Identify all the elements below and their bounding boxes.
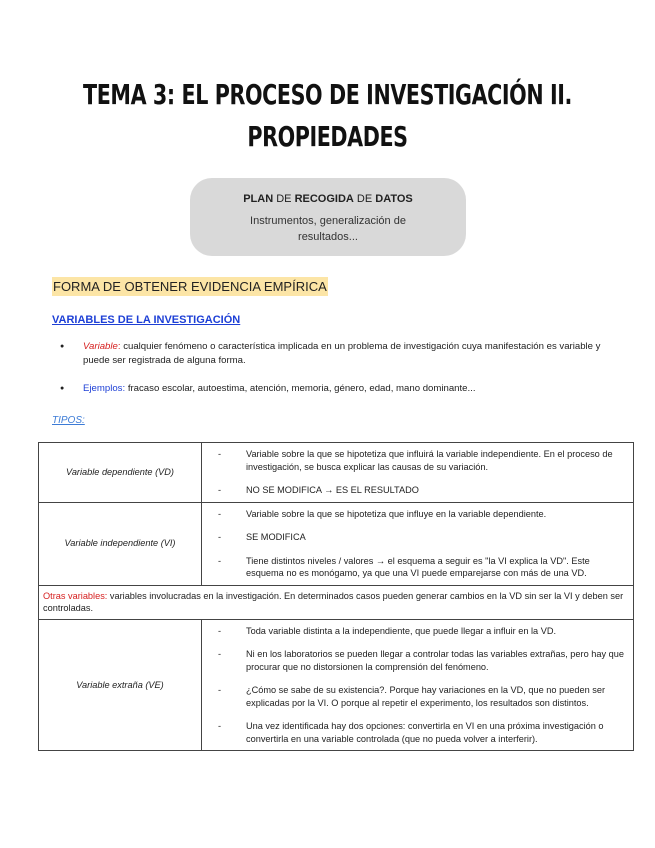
section-heading: FORMA DE OBTENER EVIDENCIA EMPÍRICA (53, 279, 327, 294)
list-item: - Toda variable distinta a la independiente, que puede llegar a influir en la VD. (218, 625, 627, 638)
ve-label: Variable extraña (VE) (39, 619, 202, 751)
title-line-2: PROPIEDADES (247, 120, 408, 153)
otras-text: variables involucradas en la investigación. En determinados casos pueden generar cambios en la VD sin ser la VI y deben ser controladas. (43, 590, 624, 613)
variables-heading: VARIABLES DE LA INVESTIGACIÓN (52, 314, 241, 326)
plan-box-heading (190, 193, 466, 205)
list-item: - Variable sobre la que se hipotetiza que influye en la variable dependiente. (218, 508, 627, 521)
list-item: - Tiene distintos niveles / valores → el esquema a seguir es "la VI explica la VD". Este esquema no es monógamo, ya que una VI puede emparejarse con más de una VD. (218, 555, 627, 580)
bullet-term: Ejemplos (83, 383, 123, 394)
vd-label: Variable dependiente (VD) (39, 443, 202, 503)
de-word-1: DE (273, 193, 295, 205)
variables-table (38, 442, 634, 751)
page-title (59, 74, 596, 158)
list-item-variable: ● Variable: cualquier fenómeno o característica implicada en un problema de investigación cuya manifestación es variable y puede ser registrada de alguna forma. (52, 340, 612, 367)
list-item: - ¿Cómo se sabe de su existencia?. Porque hay variaciones en la VD, que no pueden ser explicadas por la VI. O porque al repetir el experimento, los resultados son distintos. (218, 684, 627, 709)
table-row-ve (39, 619, 634, 751)
otras-variables-cell (39, 585, 634, 619)
list-item-ejemplos: ● Ejemplos: fracaso escolar, autoestima, atención, memoria, género, edad, mano dominante... (52, 382, 612, 396)
plan-box (190, 178, 466, 256)
title-line-1: TEMA 3: EL PROCESO DE INVESTIGACIÓN II. (83, 78, 572, 111)
bullet-text: cualquier fenómeno o característica implicada en un problema de investigación cuya manifestación es variable y puede ser registrada de alguna forma. (83, 341, 601, 366)
bullet-text: fracaso escolar, autoestima, atención, memoria, género, edad, mano dominante... (127, 383, 476, 394)
list-item: - Ni en los laboratorios se pueden llegar a controlar todas las variables extrañas, pero hay que procurar que no distorsionen la comprensión del fenómeno. (218, 648, 627, 673)
tipos-heading: TIPOS: (52, 415, 85, 426)
table-row-vd (39, 443, 634, 503)
ve-description (202, 619, 634, 751)
list-item: - SE MODIFICA (218, 531, 627, 544)
de-word-2: DE (353, 193, 376, 205)
bullet-list (52, 340, 612, 411)
datos-word: DATOS (375, 193, 413, 205)
vi-label: Variable independiente (VI) (39, 502, 202, 585)
plan-box-subtitle: Instrumentos, generalización de resultados... (250, 215, 406, 243)
table-row-vi (39, 502, 634, 585)
otras-term: Otras variables: (43, 590, 108, 601)
recogida-word: RECOGIDA (294, 193, 354, 205)
list-item: - Variable sobre la que se hipotetiza que influirá la variable independiente. En el proceso de investigación, se busca explicar las causas de su variación. (218, 448, 627, 473)
plan-word: PLAN (243, 193, 274, 205)
bullet-term: Variable (83, 341, 118, 352)
list-item: - NO SE MODIFICA → ES EL RESULTADO (218, 484, 627, 497)
vd-description (202, 443, 634, 503)
list-item: - Una vez identificada hay dos opciones: convertirla en VI en una próxima investigación o convertirla en una variable controlada (que no pueda volver a interferir). (218, 720, 627, 745)
table-row-otras (39, 585, 634, 619)
vi-description (202, 502, 634, 585)
